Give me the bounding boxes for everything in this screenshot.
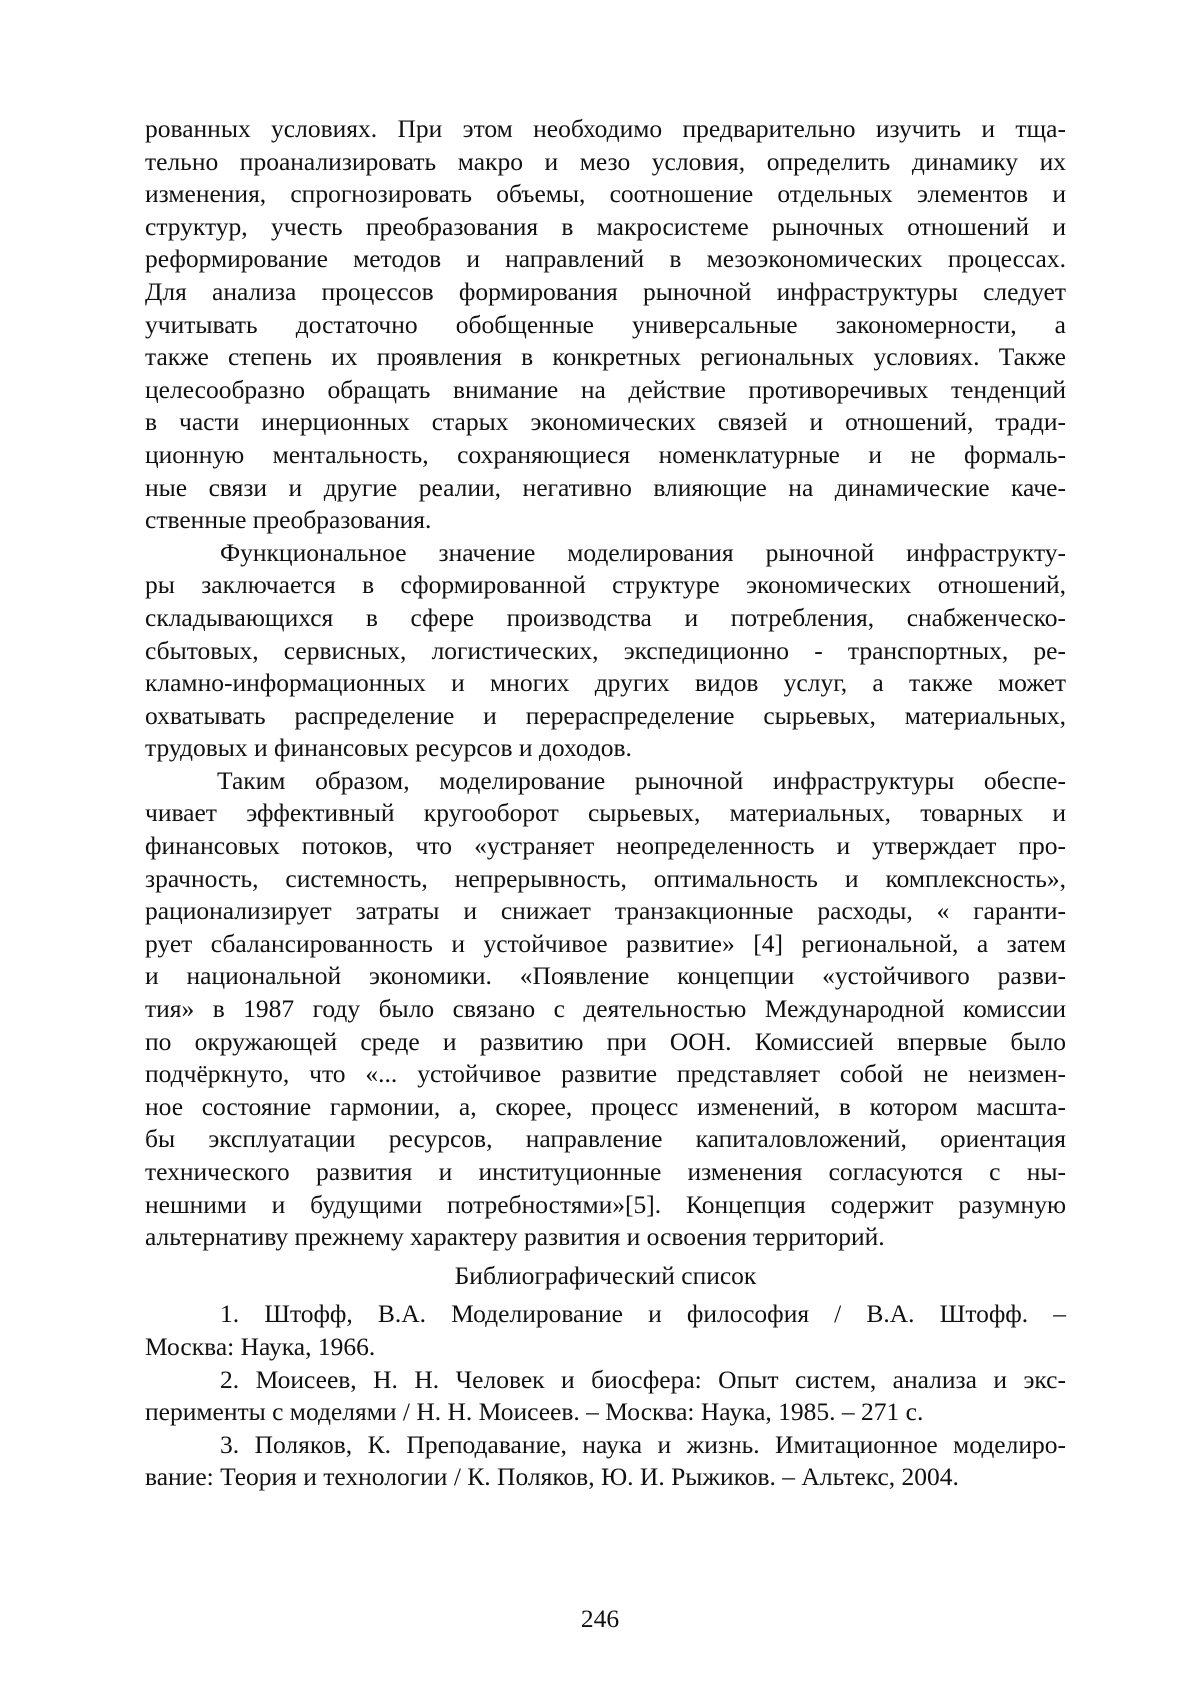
text-line: и национальной экономики. «Появление концепции «устойчивого разви-: [145, 960, 1066, 993]
text-line: 2. Моисеев, Н. Н. Человек и биосфера: Опыт систем, анализа и экс-: [145, 1364, 1066, 1397]
text-line: сбытовых, сервисных, логистических, экспедиционно - транспортных, ре-: [145, 635, 1066, 668]
text-line: также степень их проявления в конкретных региональных условиях. Также: [145, 341, 1066, 374]
bibliography-item-2: [145, 1364, 1066, 1429]
text-line: ры заключается в сформированной структуре экономических отношений,: [145, 569, 1066, 602]
text-line: Москва: Наука, 1966.: [145, 1331, 1066, 1364]
text-line: складывающихся в сфере производства и потребления, снабженческо-: [145, 602, 1066, 635]
text-line: вание: Теория и технологии / К. Поляков, Ю. И. Рыжиков. – Альтекс, 2004.: [145, 1461, 1066, 1494]
text-line: трудовых и финансовых ресурсов и доходов.: [145, 732, 1066, 765]
paragraph-2: [145, 537, 1066, 765]
text-line: ственные преобразования.: [145, 504, 1066, 537]
text-line: тия» в 1987 году было связано с деятельностью Международной комиссии: [145, 993, 1066, 1026]
text-line: 1. Штофф, В.А. Моделирование и философия / В.А. Штофф. –: [145, 1298, 1066, 1331]
text-line: изменения, спрогнозировать объемы, соотношение отдельных элементов и: [145, 178, 1066, 211]
text-line: в части инерционных старых экономических связей и отношений, тради-: [145, 406, 1066, 439]
text-line: ные связи и другие реалии, негативно влияющие на динамические каче-: [145, 472, 1066, 505]
text-line: ционную ментальность, сохраняющиеся номенклатурные и не формаль-: [145, 439, 1066, 472]
text-line: Таким образом, моделирование рыночной инфраструктуры обеспе-: [145, 765, 1066, 798]
text-line: Для анализа процессов формирования рыночной инфраструктуры следует: [145, 276, 1066, 309]
text-line: рованных условиях. При этом необходимо предварительно изучить и тща-: [145, 113, 1066, 146]
text-line: реформирование методов и направлений в мезоэкономических процессах.: [145, 243, 1066, 276]
text-line: по окружающей среде и развитию при ООН. Комиссией впервые было: [145, 1026, 1066, 1059]
page-number: 246: [0, 1603, 1200, 1635]
text-line: подчёркнуто, что «... устойчивое развитие представляет собой не неизмен-: [145, 1058, 1066, 1091]
text-line: зрачность, системность, непрерывность, оптимальность и комплексность»,: [145, 863, 1066, 896]
text-line: финансовых потоков, что «устраняет неопределенность и утверждает про-: [145, 830, 1066, 863]
text-line: альтернативу прежнему характеру развития и освоения территорий.: [145, 1221, 1066, 1254]
text-line: ное состояние гармонии, а, скорее, процесс изменений, в котором масшта-: [145, 1091, 1066, 1124]
text-line: нешними и будущими потребностями»[5]. Концепция содержит разумную: [145, 1189, 1066, 1222]
text-line: технического развития и институционные изменения согласуются с ны-: [145, 1156, 1066, 1189]
body-text: [145, 113, 1066, 1494]
text-line: рационализирует затраты и снижает транзакционные расходы, « гаранти-: [145, 895, 1066, 928]
text-line: бы эксплуатации ресурсов, направление капиталовложений, ориентация: [145, 1123, 1066, 1156]
bibliography-item-3: [145, 1429, 1066, 1494]
paragraph-3: [145, 765, 1066, 1254]
text-line: Функциональное значение моделирования рыночной инфраструкту-: [145, 537, 1066, 570]
text-line: структур, учесть преобразования в макросистеме рыночных отношений и: [145, 211, 1066, 244]
text-line: целесообразно обращать внимание на действие противоречивых тенденций: [145, 374, 1066, 407]
text-line: учитывать достаточно обобщенные универсальные закономерности, а: [145, 309, 1066, 342]
text-line: 3. Поляков, К. Преподавание, наука и жизнь. Имитационное моделиро-: [145, 1429, 1066, 1462]
text-line: охватывать распределение и перераспределение сырьевых, материальных,: [145, 700, 1066, 733]
text-line: перименты с моделями / Н. Н. Моисеев. – Москва: Наука, 1985. – 271 с.: [145, 1396, 1066, 1429]
text-line: рует сбалансированность и устойчивое развитие» [4] региональной, а затем: [145, 928, 1066, 961]
document-page: [0, 0, 1200, 1697]
bibliography-heading: Библиографический список: [145, 1260, 1066, 1293]
paragraph-1: [145, 113, 1066, 537]
text-line: тельно проанализировать макро и мезо условия, определить динамику их: [145, 146, 1066, 179]
text-line: чивает эффективный кругооборот сырьевых, материальных, товарных и: [145, 797, 1066, 830]
text-line: кламно-информационных и многих других видов услуг, а также может: [145, 667, 1066, 700]
bibliography-item-1: [145, 1298, 1066, 1363]
